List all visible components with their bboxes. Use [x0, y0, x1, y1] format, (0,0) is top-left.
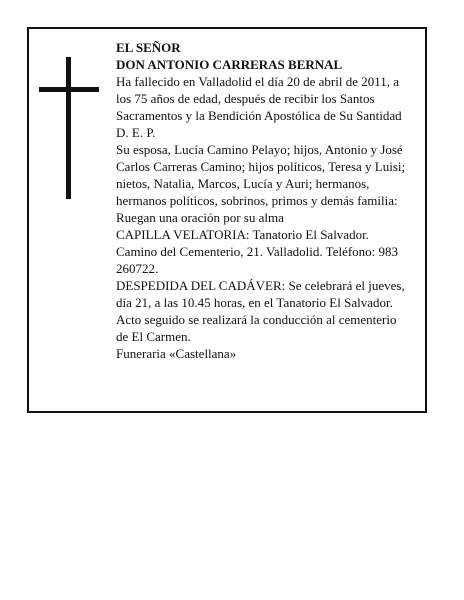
announcement-line: Ha fallecido en Valladolid el día 20 de abril de 2011, a: [116, 74, 400, 89]
family-line: Carlos Carreras Camino; hijos políticos, Teresa y Luisi;: [116, 159, 406, 174]
wake-details: [116, 226, 416, 277]
farewell-line: Acto seguido se realizará la conducción al cementerio: [116, 312, 397, 327]
cross-horizontal-bar: [39, 87, 99, 92]
farewell-details: [116, 277, 416, 345]
honorific: EL SEÑOR: [116, 40, 181, 55]
farewell-line: día 21, a las 10.45 horas, en el Tanatorio El Salvador.: [116, 295, 393, 310]
family-line: nietos, Natalia, Marcos, Lucía y Auri; hermanos,: [116, 176, 370, 191]
funeral-home: Funeraria «Castellana»: [116, 346, 237, 361]
wake-line: CAPILLA VELATORIA: Tanatorio El Salvador.: [116, 227, 369, 242]
cross-vertical-bar: [66, 57, 71, 199]
announcement-line: los 75 años de edad, después de recibir los Santos: [116, 91, 375, 106]
notice-body: [116, 39, 416, 362]
announcement-line: D. E. P.: [116, 125, 156, 140]
family-list: [116, 141, 416, 226]
latin-cross-icon: [39, 57, 99, 199]
obituary-notice: [27, 27, 427, 413]
family-line: hermanos políticos, sobrinos, primos y demás familia:: [116, 193, 398, 208]
farewell-line: de El Carmen.: [116, 329, 191, 344]
family-line: Su esposa, Lucía Camino Pelayo; hijos, Antonio y José: [116, 142, 403, 157]
wake-line: Camino del Cementerio, 21. Valladolid. Teléfono: 983: [116, 244, 399, 259]
announcement-line: Sacramentos y la Bendición Apostólica de Su Santidad: [116, 108, 402, 123]
deceased-name: DON ANTONIO CARRERAS BERNAL: [116, 57, 343, 72]
farewell-line: DESPEDIDA DEL CADÁVER: Se celebrará el jueves,: [116, 278, 405, 293]
family-line: Ruegan una oración por su alma: [116, 210, 284, 225]
wake-line: 260722.: [116, 261, 159, 276]
death-announcement: [116, 73, 416, 141]
